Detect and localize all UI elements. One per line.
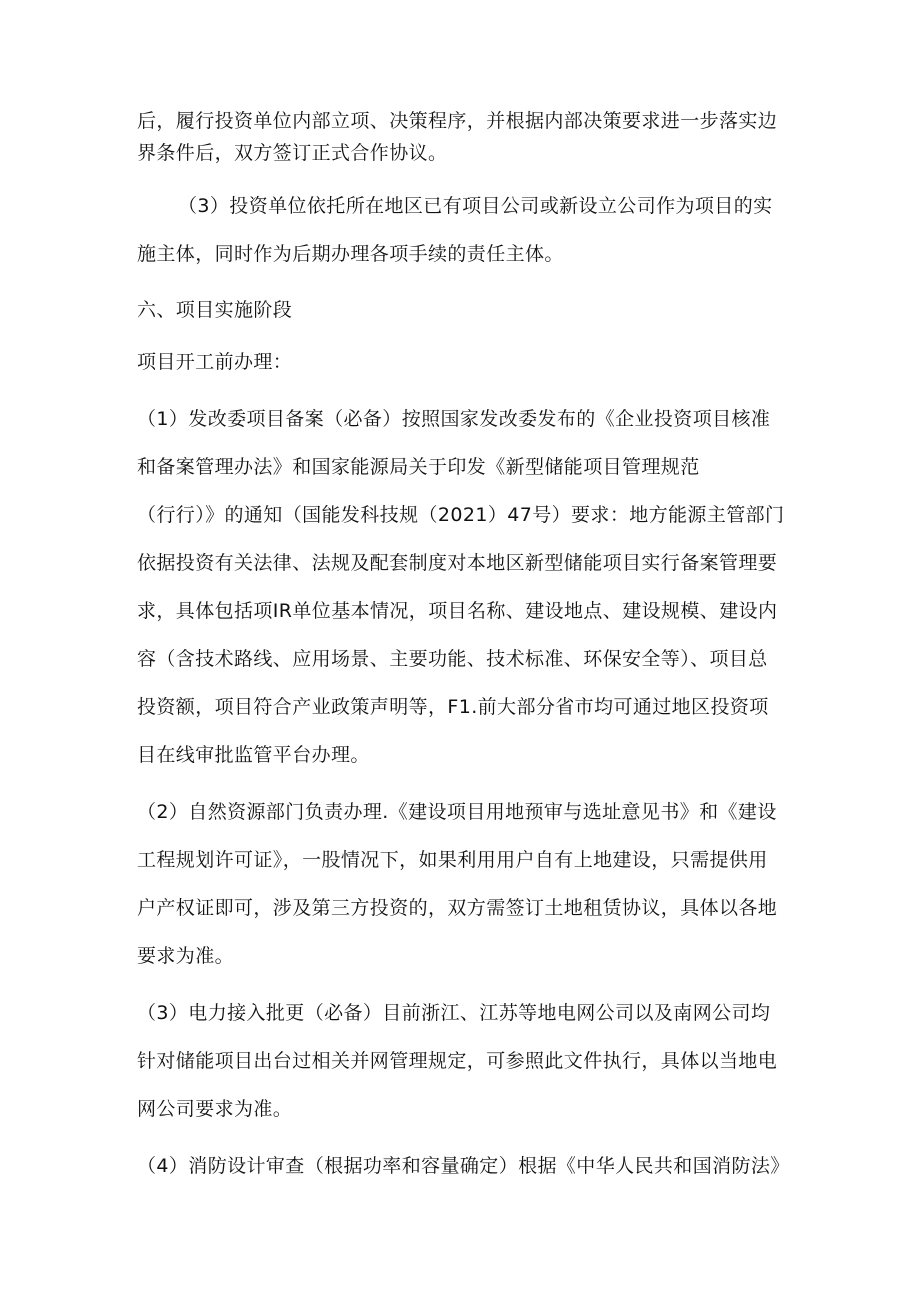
text-line: （4）消防设计审查（根据功率和容量确定）根据《中华人民共和国消防法》: [137, 1155, 790, 1177]
text-line: （1）发改委项目备案（必备）按照国家发改委发布的《企业投资项目核准: [137, 408, 771, 430]
text-line: 投资额，项目符合产业政策声明等，F1.前大部分省市均可通过地区投资项: [137, 696, 769, 718]
text-line: 针对储能项目出台过相关并网管理规定，可参照此文件执行，具体以当地电: [137, 1050, 778, 1072]
text-line: 目在线审批监管平台办理。: [137, 744, 370, 766]
text-line: 网公司要求为准。: [137, 1098, 293, 1120]
text-line: （3）电力接入批更（必备）目前浙江、江苏等地电网公司以及南网公司均: [137, 1002, 771, 1024]
text-line: 项目开工前办理：: [137, 351, 293, 373]
text-line: 要求为准。: [137, 945, 235, 967]
text-line: （2）自然资源部门负责办理.《建设项目用地预审与选址意见书》和《建设: [137, 801, 777, 823]
text-line: 求，具体包括项IR单位基本情况，项目名称、建设地点、建设规模、建设内: [137, 600, 778, 622]
text-line: （行行）》的通知（国能发科技规（2021）47号）要求：地方能源主管部门: [137, 504, 785, 526]
text-line: 依据投资有关法律、法规及配套制度对本地区新型储能项目实行备案管理要: [137, 552, 778, 574]
text-line: 容（含技术路线、应用场景、主要功能、技术标准、环保安全等）、项目总: [137, 648, 768, 670]
text-line: 工程规划许可证》，一股情况下，如果利用用户自有上地建设，只需提供用: [137, 849, 768, 871]
text-line: 施主体，同时作为后期办理各项手续的责任主体。: [137, 243, 564, 265]
text-line: 和备案管理办法》和国家能源局关于印发《新型储能项目管理规范: [137, 456, 700, 478]
text-line: （3）投资单位依托所在地区已有项目公司或新设立公司作为项目的实: [178, 195, 773, 217]
text-line: 界条件后，双方签订正式合作协议。: [137, 142, 448, 164]
text-line: 户产权证即可，涉及第三方投资的，双方需签订土地租赁协议，具体以各地: [137, 897, 778, 919]
section-heading: 六、项目实施阶段: [137, 299, 293, 321]
text-line: 后，履行投资单位内部立项、决策程序，并根据内部决策要求进一步落实边: [137, 110, 778, 132]
